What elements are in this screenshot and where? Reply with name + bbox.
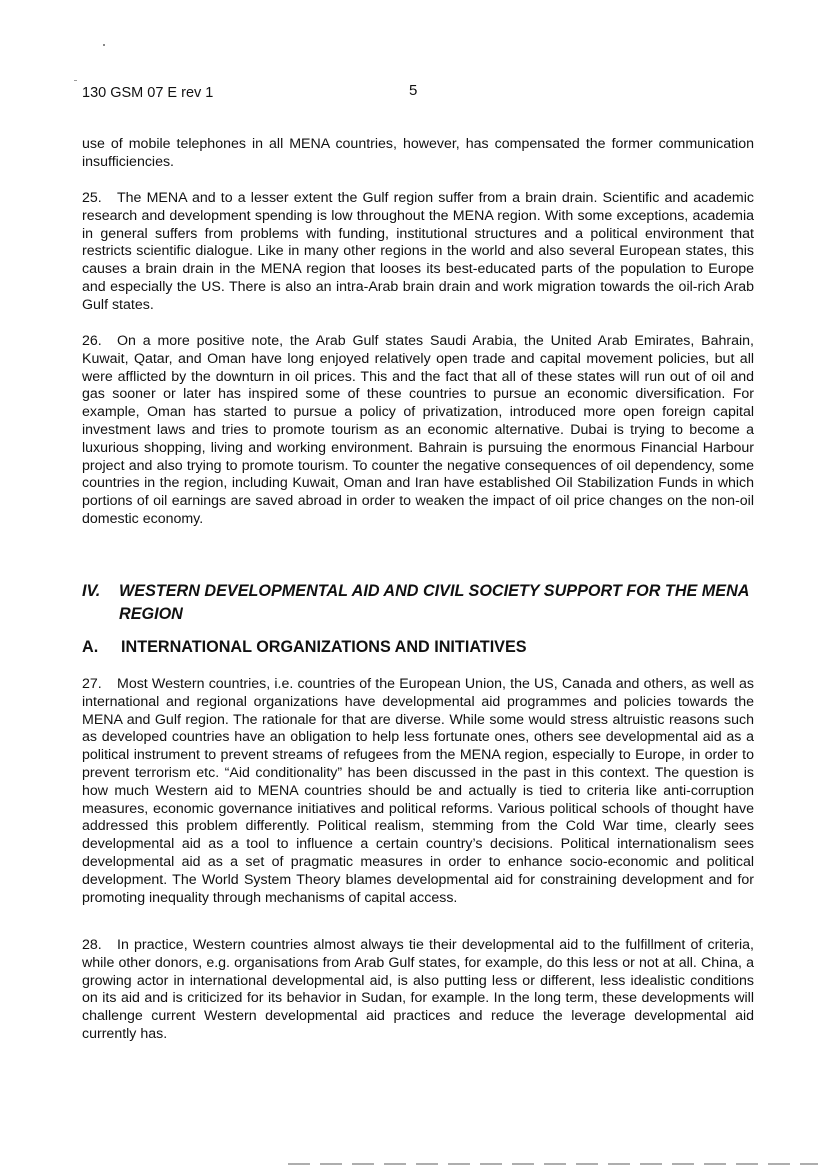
scan-edge-dashes: [288, 1163, 818, 1165]
paragraph-number: 25.: [82, 190, 102, 206]
paragraph-text: In practice, Western countries almost always tie their developmental aid to the fulfillment of criteria, while other donors, e.g. organisations from Arab Gulf states, for example, do this less or not at all. China, a growing actor in international developmental aid, is also putting less or different, less idealistic conditions on its aid and is criticized for its behavior in Sudan, for example. In the long term, these developments will challenge current Western developmental aid practices and reduce the leverage developmental aid currently has.: [82, 937, 754, 1042]
subsection-title: INTERNATIONAL ORGANIZATIONS AND INITIATIVES: [121, 638, 527, 656]
paragraph-continuation: use of mobile telephones in all MENA countries, however, has compensated the former communication insufficiencies.: [82, 136, 754, 170]
document-reference: 130 GSM 07 E rev 1: [82, 85, 214, 101]
paragraph-number: 27.: [82, 676, 102, 692]
paragraph-26: [82, 333, 754, 529]
scan-artifact-dot: [103, 44, 105, 46]
subsection-heading: [82, 638, 527, 657]
paragraph-25: [82, 190, 754, 315]
paragraph-27: [82, 676, 754, 907]
paragraph-number: 28.: [82, 937, 102, 953]
paragraph-text: Most Western countries, i.e. countries of the European Union, the US, Canada and others, as well as international and regional organizations have developmental aid programmes and policies towards the MENA and Gulf region. The rationale for that are diverse. While some would stress altruistic reasons such as developed countries have an obligation to help less fortunate ones, others see developmental aid as a political instrument to prevent streams of refugees from the MENA region, especially to Europe, in order to prevent terrorism etc. “Aid conditionality” has been discussed in the past in this context. The question is how much Western aid to MENA countries should be and actually is tied to criteria like anti-corruption measures, economic governance initiatives and political reforms. Various political schools of thought have addressed this problem differently. Political realism, stemming from the Cold War time, clearly sees developmental aid as a tool to influence a certain country’s decisions. Political internationalism sees developmental aid as a set of pragmatic measures in order to enhance socio-economic and political development. The World System Theory blames developmental aid for constraining development and for promoting inequality through mechanisms of capital access.: [82, 676, 754, 906]
scan-artifact-mark: [74, 80, 77, 81]
section-heading: [82, 580, 754, 626]
section-title: WESTERN DEVELOPMENTAL AID AND CIVIL SOCIETY SUPPORT FOR THE MENA REGION: [119, 582, 749, 623]
paragraph-28: [82, 937, 754, 1044]
subsection-number: A.: [82, 638, 99, 656]
page-number: 5: [409, 82, 418, 99]
paragraph-text: On a more positive note, the Arab Gulf states Saudi Arabia, the United Arab Emirates, Bahrain, Kuwait, Qatar, and Oman have long enjoyed relatively open trade and capital movement policies, but all were afflicted by the downturn in oil prices. This and the fact that all of these states will run out of oil and gas sooner or later has inspired some of these countries to pursue an economic diversification. For example, Oman has started to pursue a policy of privatization, introduced more open foreign capital investment laws and tries to promote tourism as an economic alternative. Dubai is trying to become a luxurious shopping, living and working environment. Bahrain is pursuing the enormous Financial Harbour project and also trying to promote tourism. To counter the negative consequences of oil dependency, some countries in the region, including Kuwait, Oman and Iran have established Oil Stabilization Funds in which portions of oil earnings are saved abroad in order to weaken the impact of oil price changes on the non-oil domestic economy.: [82, 333, 754, 527]
section-number: IV.: [82, 582, 101, 600]
paragraph-number: 26.: [82, 333, 102, 349]
paragraph-text: The MENA and to a lesser extent the Gulf region suffer from a brain drain. Scientific and academic research and development spending is low throughout the MENA region. With some exceptions, academia in general suffers from problems with funding, institutional structures and a political environment that restricts scientific dialogue. Like in many other regions in the world and also several European states, this causes a brain drain in the MENA region that looses its best-educated parts of the population to Europe and especially the US. There is also an intra-Arab brain drain and work migration towards the oil-rich Arab Gulf states.: [82, 190, 754, 313]
